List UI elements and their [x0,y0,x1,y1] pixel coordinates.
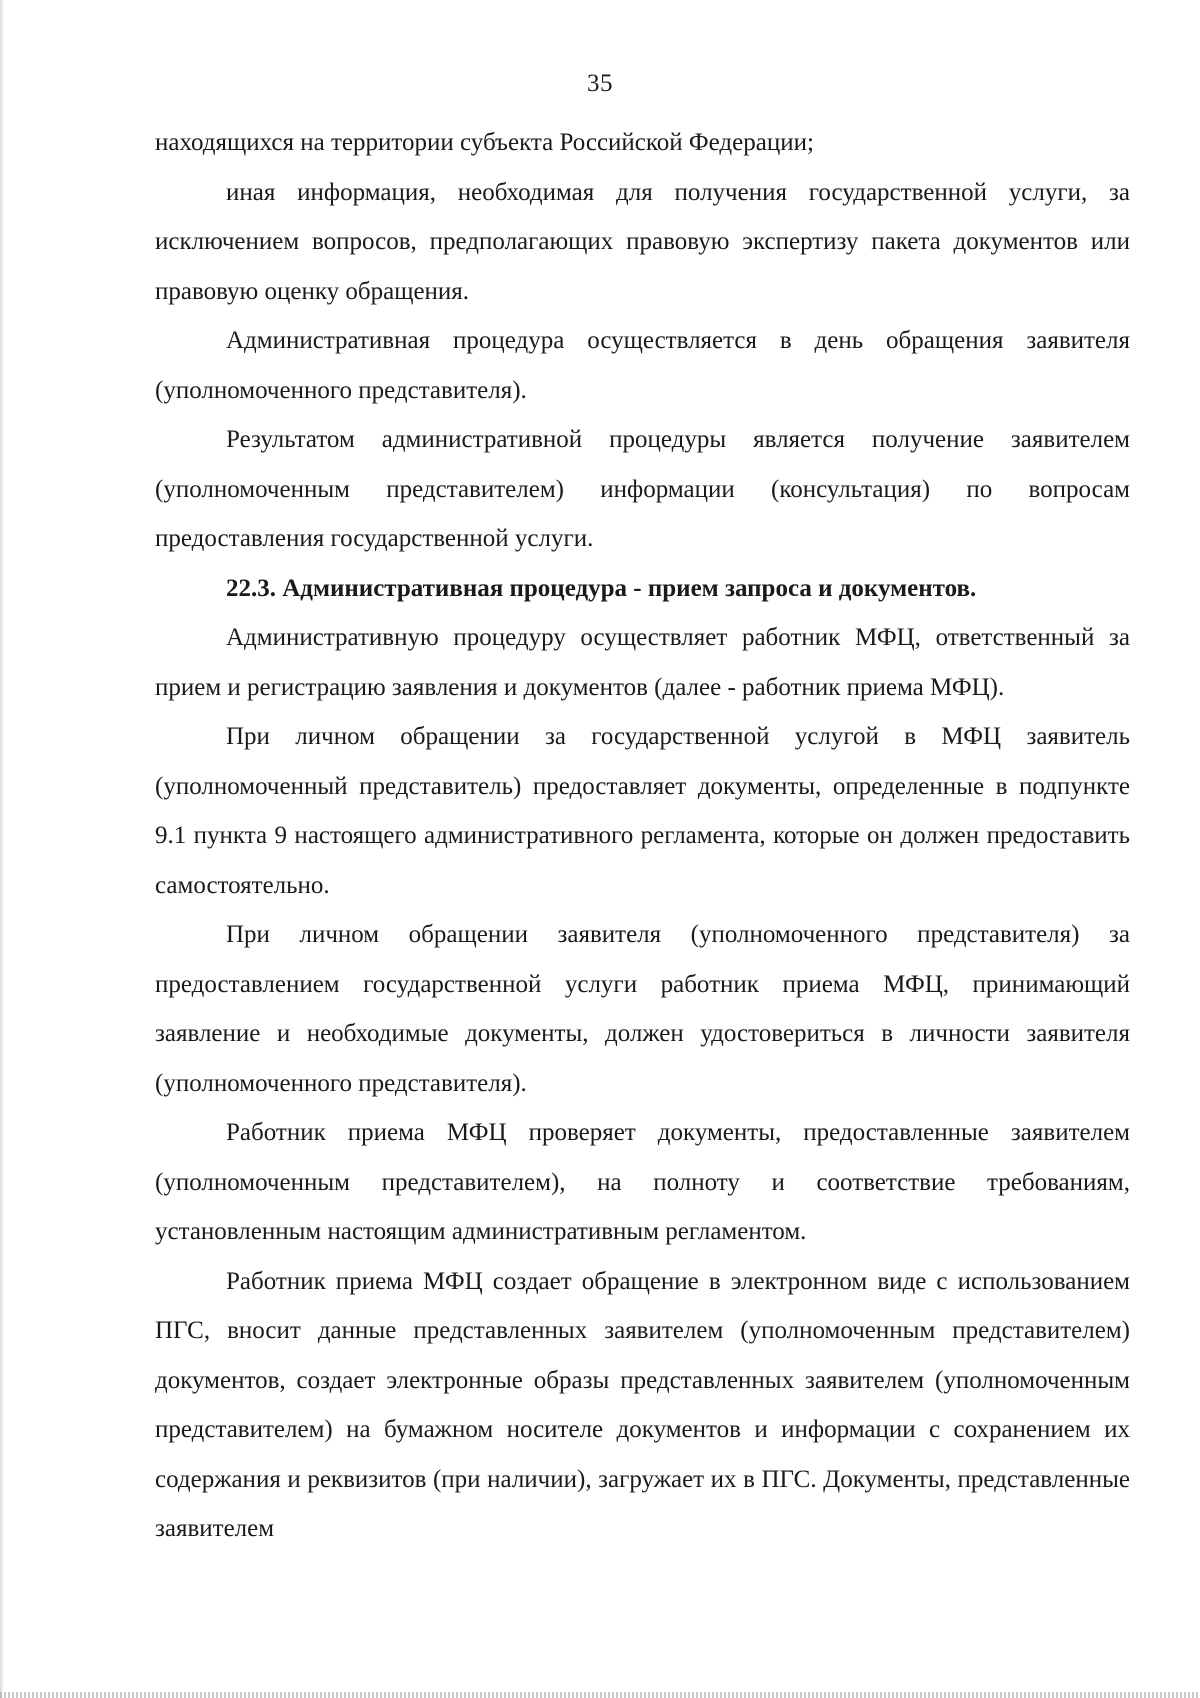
paragraph-continuation: находящихся на территории субъекта Российской Федерации; [155,129,814,156]
paragraph-procedure-timing: Административная процедура осуществляется в день обращения заявителя (уполномоченного представителя). [155,327,1130,404]
scan-edge-shadow [0,0,4,1698]
paragraph-electronic-request: Работник приема МФЦ создает обращение в электронном виде с использованием ПГС, вносит данные представленных заявителем (уполномоченным представителем) документов, создает электронные образы представленных заявителем (уполномоченным представителем) на бумажном носителе документов и информации с сохранением их содержания и реквизитов (при наличии), загружает их в ПГС. Документы, представленные заявителем [155,1267,1130,1542]
document-body [155,118,1130,1554]
paragraph-identity-verification: При личном обращении заявителя (уполномоченного представителя) за предоставлением государственной услуги работник приема МФЦ, принимающий заявление и необходимые документы, должен удостовериться в личности заявителя (уполномоченного представителя). [155,921,1130,1097]
paragraph-other-information: иная информация, необходимая для получения государственной услуги, за исключением вопросов, предполагающих правовую экспертизу пакета документов или правовую оценку обращения. [155,178,1130,305]
paragraph-personal-application: При личном обращении за государственной услугой в МФЦ заявитель (уполномоченный представитель) предоставляет документы, определенные в подпункте 9.1 пункта 9 настоящего административного регламента, которые он должен предоставить самостоятельно. [155,723,1130,899]
page-number: 35 [587,70,613,97]
section-heading-22-3: 22.3. Административная процедура - прием запроса и документов. [226,574,977,602]
paragraph-document-check: Работник приема МФЦ проверяет документы, предоставленные заявителем (уполномоченным представителем), на полноту и соответствие требованиям, установленным настоящим административным регламентом. [155,1119,1130,1245]
scan-bottom-edge [0,1692,1200,1698]
paragraph-procedure-result: Результатом административной процедуры является получение заявителем (уполномоченным представителем) информации (консультация) по вопросам предоставления государственной услуги. [155,426,1130,552]
paragraph-responsible-worker: Административную процедуру осуществляет работник МФЦ, ответственный за прием и регистрацию заявления и документов (далее - работник приема МФЦ). [155,624,1130,701]
